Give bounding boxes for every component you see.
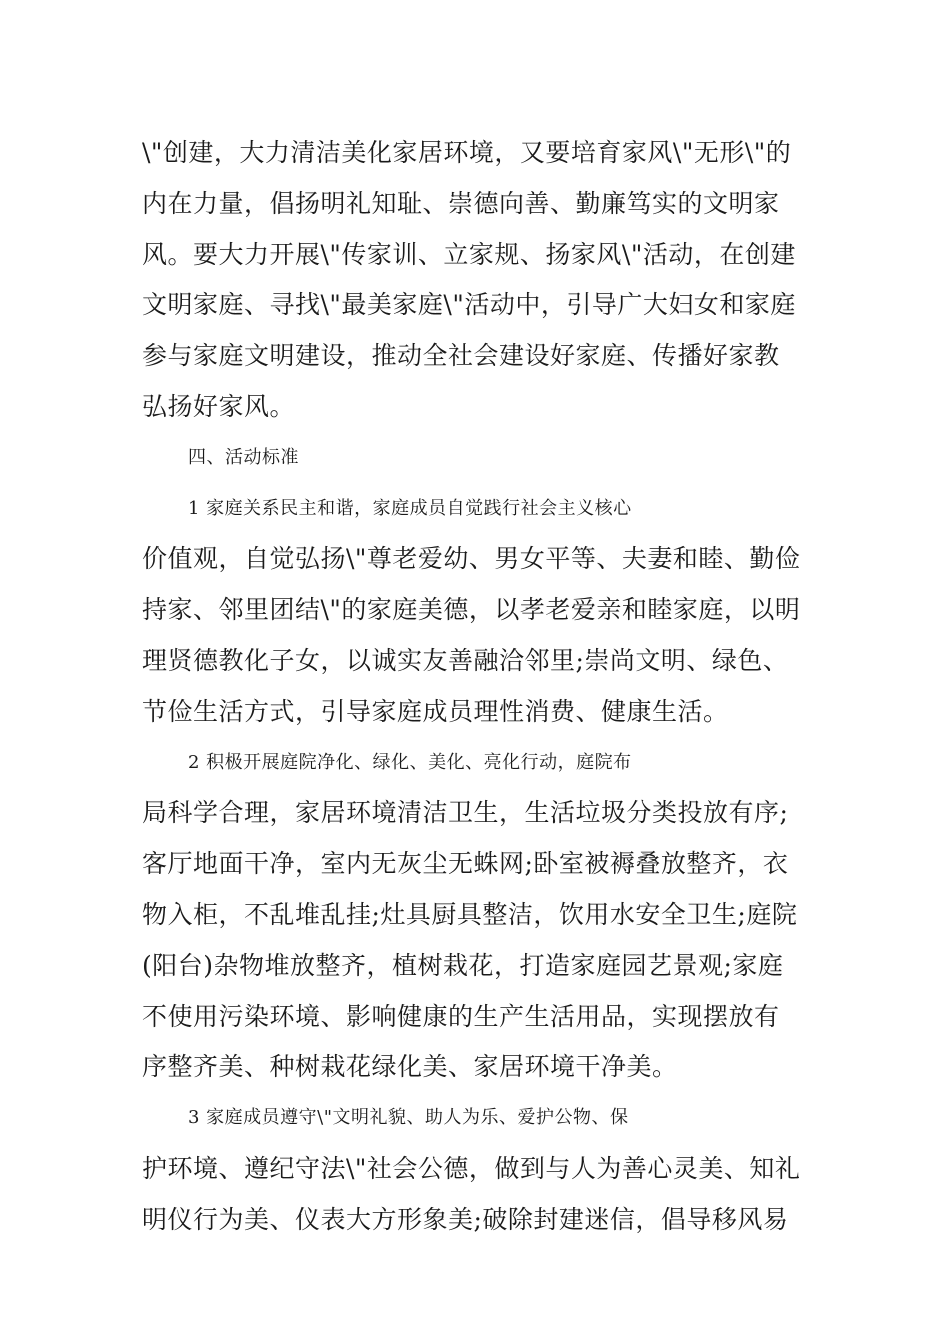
text-line: 价值观，自觉弘扬\"尊老爱幼、男女平等、夫妻和睦、勤俭 (142, 544, 801, 574)
text-line: 明仪行为美、仪表大方形象美;破除封建迷信，倡导移风易 (142, 1204, 789, 1234)
text-line: 内在力量，倡扬明礼知耻、崇德向善、勤廉笃实的文明家 (142, 188, 780, 218)
text-line: 风。要大力开展\"传家训、立家规、扬家风\"活动，在创建 (142, 239, 796, 269)
text-line: 物入柜，不乱堆乱挂;灶具厨具整洁，饮用水安全卫生;庭院 (142, 899, 798, 929)
text-line: 不使用污染环境、影响健康的生产生活用品，实现摆放有 (142, 1001, 780, 1031)
text-line: 3 家庭成员遵守\"文明礼貌、助人为乐、爱护公物、保 (188, 1107, 629, 1129)
text-line: \"创建，大力清洁美化家居环境，又要培育家风\"无形\"的 (142, 138, 792, 167)
text-line: 理贤德教化子女，以诚实友善融洽邻里;崇尚文明、绿色、 (142, 645, 789, 675)
text-line: 节俭生活方式，引导家庭成员理性消费、健康生活。 (142, 696, 729, 726)
text-line: 护环境、遵纪守法\"社会公德，做到与人为善心灵美、知礼 (142, 1153, 801, 1183)
text-line: 四、活动标准 (188, 446, 299, 468)
text-line: (阳台)杂物堆放整齐，植树栽花，打造家庭园艺景观;家庭 (142, 950, 784, 980)
text-line: 参与家庭文明建设，推动全社会建设好家庭、传播好家教 (142, 341, 780, 371)
text-line: 1 家庭关系民主和谐，家庭成员自觉践行社会主义核心 (188, 497, 632, 519)
document-body (142, 128, 814, 1246)
text-line: 2 积极开展庭院净化、绿化、美化、亮化行动，庭院布 (188, 751, 632, 773)
text-line: 局科学合理，家居环境清洁卫生，生活垃圾分类投放有序; (142, 798, 789, 828)
text-line: 弘扬好家风。 (142, 391, 296, 421)
text-line: 持家、邻里团结\"的家庭美德，以孝老爱亲和睦家庭，以明 (142, 595, 801, 625)
text-line: 序整齐美、种树栽花绿化美、家居环境干净美。 (142, 1052, 678, 1082)
text-line: 客厅地面干净，室内无灰尘无蛛网;卧室被褥叠放整齐，衣 (142, 849, 789, 879)
text-line: 文明家庭、寻找\"最美家庭\"活动中，引导广大妇女和家庭 (142, 290, 796, 320)
